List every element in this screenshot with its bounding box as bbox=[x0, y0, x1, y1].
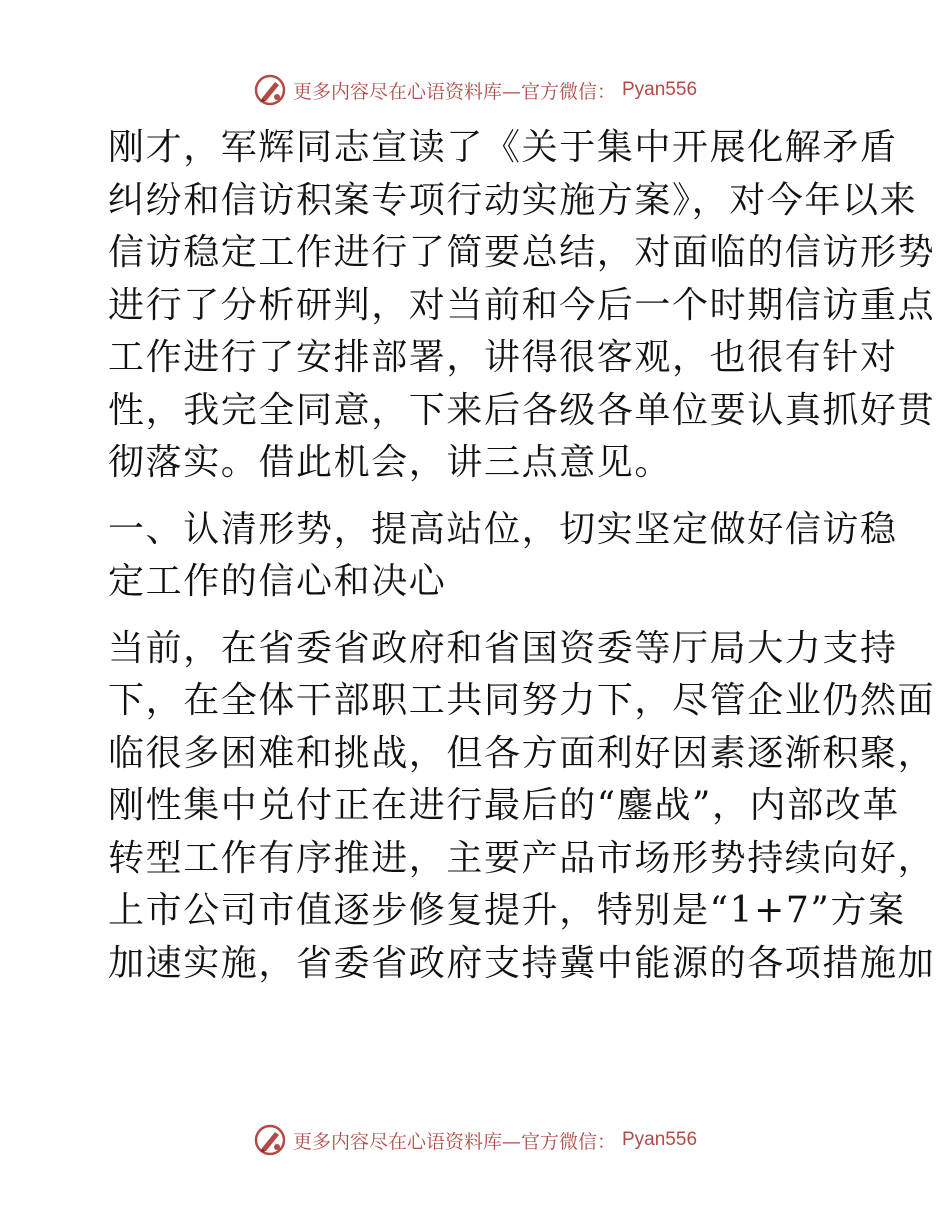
section-heading-1 bbox=[98, 504, 898, 609]
text-line: 下，在全体干部职工共同努力下，尽管企业仍然面 bbox=[108, 680, 936, 721]
watermark-wechat-id: Pyan556 bbox=[622, 79, 698, 100]
watermark-wechat-id: Pyan556 bbox=[622, 1129, 698, 1150]
paragraph-situation bbox=[98, 623, 936, 991]
text-line: 定工作的信心和决心 bbox=[108, 561, 447, 602]
text-line: 刚才，军辉同志宣读了《关于集中开展化解矛盾 bbox=[108, 127, 898, 168]
text-line: 刚性集中兑付正在进行最后的“鏖战”，内部改革 bbox=[108, 785, 901, 826]
text-line: 临很多困难和挑战，但各方面利好因素逐渐积聚， bbox=[108, 732, 936, 774]
footer-watermark bbox=[0, 1120, 950, 1160]
text-line: 信访稳定工作进行了简要总结，对面临的信访形势 bbox=[108, 232, 936, 273]
pen-logo-icon bbox=[253, 1123, 287, 1157]
document-body bbox=[98, 122, 936, 990]
text-line: 进行了分析研判，对当前和今后一个时期信访重点 bbox=[108, 284, 936, 326]
watermark-text: 更多内容尽在心语资料库—官方微信： bbox=[292, 1130, 616, 1153]
text-line: 彻落实。借此机会，讲三点意见。 bbox=[108, 442, 673, 483]
paragraph-intro bbox=[98, 122, 936, 490]
text-line: 一、认清形势，提高站位，切实坚定做好信访稳 bbox=[108, 508, 898, 550]
text-line: 转型工作有序推进，主要产品市场形势持续向好， bbox=[108, 837, 936, 879]
text-line: 纠纷和信访积案专项行动实施方案》，对今年以来 bbox=[108, 179, 918, 221]
text-line: 加速实施，省委省政府支持冀中能源的各项措施加 bbox=[108, 942, 936, 984]
text-line: 当前，在省委省政府和省国资委等厅局大力支持 bbox=[108, 627, 898, 669]
header-watermark bbox=[0, 70, 950, 110]
watermark-text: 更多内容尽在心语资料库—官方微信： bbox=[292, 80, 616, 103]
pen-logo-icon bbox=[253, 73, 287, 107]
text-line: 工作进行了安排部署，讲得很客观，也很有针对 bbox=[108, 337, 898, 378]
text-line: 性，我完全同意，下来后各级各单位要认真抓好贯 bbox=[108, 389, 936, 431]
text-line: 上市公司市值逐步修复提升，特别是“1+7”方案 bbox=[108, 890, 906, 931]
